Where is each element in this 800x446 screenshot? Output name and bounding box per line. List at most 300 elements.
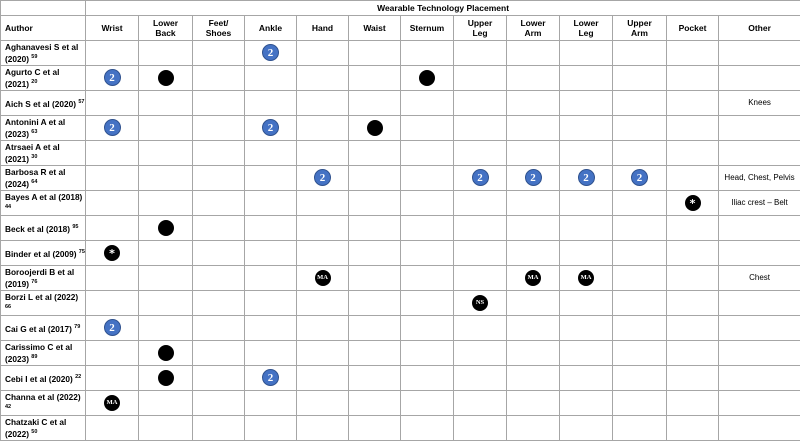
cell-ankle (245, 316, 297, 341)
cell-hand (297, 341, 349, 366)
reference-number: 64 (31, 179, 38, 186)
cell-ankle (245, 191, 297, 216)
cell-lower-back (139, 266, 193, 291)
author-name: Cebi I et al (2020) (5, 373, 76, 384)
cell-hand (297, 291, 349, 316)
ma-circle-icon: MA (525, 270, 541, 286)
cell-hand (297, 141, 349, 166)
cell-wrist (86, 416, 139, 441)
cell-other (719, 116, 800, 141)
cell-other (719, 416, 800, 441)
filled-circle-icon (158, 345, 174, 361)
filled-circle-icon (419, 70, 435, 86)
cell-waist (349, 66, 401, 91)
cell-upper-leg (454, 416, 507, 441)
cell-upper-leg (454, 391, 507, 416)
cell-upper-arm (613, 416, 667, 441)
cell-lower-arm (507, 91, 560, 116)
cell-other (719, 341, 800, 366)
cell-sternum (401, 291, 454, 316)
cell-upper-leg (454, 166, 507, 191)
cell-feet-shoes (193, 341, 245, 366)
author-cell (1, 391, 86, 416)
cell-waist (349, 166, 401, 191)
cell-lower-arm (507, 341, 560, 366)
blue-circle-2-icon: 2 (104, 119, 121, 136)
cell-feet-shoes (193, 291, 245, 316)
column-header-row (1, 16, 800, 41)
blue-circle-2-icon: 2 (262, 44, 279, 61)
table-row (1, 291, 800, 316)
author-name: Agurto C et al (2021) (5, 67, 60, 89)
table-row (1, 341, 800, 366)
cell-waist (349, 291, 401, 316)
cell-wrist (86, 116, 139, 141)
cell-upper-leg (454, 116, 507, 141)
author-cell (1, 291, 86, 316)
column-header-wrist: Wrist (86, 16, 139, 41)
author-cell (1, 141, 86, 166)
cell-upper-arm (613, 116, 667, 141)
cell-lower-leg (560, 366, 613, 391)
cell-pocket (667, 366, 719, 391)
cell-upper-arm (613, 166, 667, 191)
cell-feet-shoes (193, 41, 245, 66)
cell-upper-arm (613, 366, 667, 391)
cell-wrist (86, 316, 139, 341)
cell-lower-arm (507, 291, 560, 316)
cell-feet-shoes (193, 241, 245, 266)
column-header-ankle: Ankle (245, 16, 297, 41)
cell-sternum (401, 191, 454, 216)
table-row (1, 41, 800, 66)
cell-ankle (245, 166, 297, 191)
cell-ankle (245, 416, 297, 441)
cell-lower-arm (507, 416, 560, 441)
cell-hand (297, 216, 349, 241)
cell-pocket (667, 141, 719, 166)
column-header-feet-shoes: Feet/ Shoes (193, 16, 245, 41)
cell-upper-leg (454, 316, 507, 341)
cell-feet-shoes (193, 66, 245, 91)
reference-number: 95 (72, 224, 79, 231)
reference-number: 30 (31, 154, 38, 161)
cell-wrist (86, 341, 139, 366)
blue-circle-2-icon: 2 (104, 319, 121, 336)
table-row (1, 416, 800, 441)
ma-circle-icon: MA (578, 270, 594, 286)
reference-number: 57 (78, 99, 85, 106)
cell-wrist (86, 241, 139, 266)
cell-feet-shoes (193, 116, 245, 141)
cell-other: Head, Chest, Pelvis (719, 166, 800, 191)
blue-circle-2-icon: 2 (578, 169, 595, 186)
filled-circle-icon (158, 370, 174, 386)
cell-lower-back (139, 316, 193, 341)
author-cell (1, 416, 86, 441)
cell-pocket (667, 41, 719, 66)
ma-circle-icon: MA (315, 270, 331, 286)
cell-other (719, 391, 800, 416)
asterisk-circle-icon: * (104, 245, 120, 261)
filled-circle-icon (158, 70, 174, 86)
cell-pocket (667, 291, 719, 316)
cell-waist (349, 91, 401, 116)
cell-lower-back (139, 116, 193, 141)
cell-lower-back (139, 191, 193, 216)
cell-feet-shoes (193, 216, 245, 241)
cell-lower-arm (507, 391, 560, 416)
cell-waist (349, 416, 401, 441)
cell-feet-shoes (193, 191, 245, 216)
cell-feet-shoes (193, 391, 245, 416)
cell-ankle (245, 266, 297, 291)
cell-sternum (401, 41, 454, 66)
cell-wrist (86, 66, 139, 91)
column-header-lower-leg: Lower Leg (560, 16, 613, 41)
cell-feet-shoes (193, 141, 245, 166)
reference-number: 20 (31, 79, 38, 86)
cell-lower-arm (507, 316, 560, 341)
cell-upper-arm (613, 391, 667, 416)
cell-sternum (401, 366, 454, 391)
cell-upper-arm (613, 141, 667, 166)
cell-upper-leg (454, 216, 507, 241)
cell-lower-leg (560, 91, 613, 116)
cell-upper-leg (454, 366, 507, 391)
blue-circle-2-icon: 2 (262, 119, 279, 136)
cell-lower-arm (507, 41, 560, 66)
cell-other (719, 291, 800, 316)
reference-number: 89 (31, 354, 38, 361)
cell-sternum (401, 391, 454, 416)
cell-hand (297, 391, 349, 416)
cell-waist (349, 216, 401, 241)
cell-lower-back (139, 141, 193, 166)
cell-waist (349, 366, 401, 391)
cell-pocket (667, 241, 719, 266)
cell-sternum (401, 216, 454, 241)
reference-number: 66 (5, 304, 12, 311)
cell-lower-arm (507, 66, 560, 91)
column-header-other: Other (719, 16, 800, 41)
cell-pocket (667, 66, 719, 91)
blue-circle-2-icon: 2 (262, 369, 279, 386)
author-name: Aich S et al (2020) (5, 98, 79, 109)
cell-hand (297, 66, 349, 91)
cell-lower-arm (507, 116, 560, 141)
asterisk-circle-icon: * (685, 195, 701, 211)
column-header-author: Author (1, 16, 86, 41)
table-row (1, 166, 800, 191)
cell-pocket (667, 191, 719, 216)
author-name: Beck et al (2018) (5, 223, 73, 234)
cell-hand (297, 166, 349, 191)
cell-wrist (86, 91, 139, 116)
author-name: Barbosa R et al (2024) (5, 167, 66, 189)
cell-lower-leg (560, 316, 613, 341)
column-header-lower-back: Lower Back (139, 16, 193, 41)
cell-upper-arm (613, 266, 667, 291)
cell-lower-arm (507, 191, 560, 216)
ma-circle-icon: MA (104, 395, 120, 411)
cell-upper-arm (613, 41, 667, 66)
table-body (1, 41, 800, 441)
blue-circle-2-icon: 2 (525, 169, 542, 186)
ns-circle-icon: NS (472, 295, 488, 311)
cell-upper-leg (454, 266, 507, 291)
author-cell (1, 366, 86, 391)
cell-hand (297, 191, 349, 216)
author-name: Antonini A et al (2023) (5, 117, 66, 139)
cell-lower-leg (560, 416, 613, 441)
author-cell (1, 166, 86, 191)
cell-waist (349, 266, 401, 291)
cell-pocket (667, 391, 719, 416)
cell-lower-back (139, 416, 193, 441)
cell-lower-back (139, 241, 193, 266)
cell-lower-leg (560, 391, 613, 416)
cell-hand (297, 316, 349, 341)
cell-upper-arm (613, 316, 667, 341)
reference-number: 63 (31, 129, 38, 136)
cell-other (719, 66, 800, 91)
table-row (1, 116, 800, 141)
author-name: Aghanavesi S et al (2020) (5, 42, 79, 64)
cell-sternum (401, 341, 454, 366)
cell-pocket (667, 341, 719, 366)
cell-sternum (401, 266, 454, 291)
cell-upper-arm (613, 66, 667, 91)
cell-lower-back (139, 341, 193, 366)
reference-number: 44 (5, 204, 12, 211)
cell-lower-back (139, 291, 193, 316)
cell-sternum (401, 241, 454, 266)
cell-waist (349, 141, 401, 166)
cell-wrist (86, 191, 139, 216)
cell-feet-shoes (193, 266, 245, 291)
cell-lower-arm (507, 241, 560, 266)
table-row (1, 91, 800, 116)
cell-waist (349, 41, 401, 66)
filled-circle-icon (367, 120, 383, 136)
table-row (1, 266, 800, 291)
cell-upper-leg (454, 91, 507, 116)
cell-waist (349, 241, 401, 266)
cell-upper-arm (613, 91, 667, 116)
cell-lower-back (139, 166, 193, 191)
cell-upper-arm (613, 191, 667, 216)
cell-other: Iliac crest – Belt (719, 191, 800, 216)
cell-ankle (245, 341, 297, 366)
author-cell (1, 241, 86, 266)
cell-feet-shoes (193, 366, 245, 391)
table-row (1, 241, 800, 266)
reference-number: 75 (78, 249, 85, 256)
cell-lower-leg (560, 291, 613, 316)
cell-lower-back (139, 366, 193, 391)
cell-waist (349, 116, 401, 141)
cell-lower-arm (507, 216, 560, 241)
cell-lower-arm (507, 366, 560, 391)
column-header-upper-arm: Upper Arm (613, 16, 667, 41)
cell-other (719, 216, 800, 241)
author-name: Chatzaki C et al (2022) (5, 417, 67, 439)
cell-lower-leg (560, 66, 613, 91)
author-cell (1, 341, 86, 366)
cell-hand (297, 266, 349, 291)
cell-lower-arm (507, 141, 560, 166)
cell-ankle (245, 366, 297, 391)
cell-feet-shoes (193, 416, 245, 441)
cell-sternum (401, 141, 454, 166)
cell-pocket (667, 316, 719, 341)
author-name: Bayes A et al (2018) (5, 192, 83, 203)
author-cell (1, 266, 86, 291)
cell-other (719, 41, 800, 66)
cell-pocket (667, 216, 719, 241)
cell-upper-arm (613, 241, 667, 266)
reference-number: 42 (5, 404, 12, 411)
cell-lower-leg (560, 266, 613, 291)
cell-lower-back (139, 66, 193, 91)
cell-waist (349, 391, 401, 416)
cell-sternum (401, 91, 454, 116)
reference-number: 22 (75, 374, 82, 381)
cell-hand (297, 366, 349, 391)
cell-lower-leg (560, 166, 613, 191)
reference-number: 59 (31, 54, 38, 61)
cell-sternum (401, 416, 454, 441)
cell-upper-leg (454, 291, 507, 316)
cell-upper-leg (454, 341, 507, 366)
cell-upper-arm (613, 216, 667, 241)
column-header-upper-leg: Upper Leg (454, 16, 507, 41)
cell-hand (297, 116, 349, 141)
cell-wrist (86, 41, 139, 66)
cell-ankle (245, 291, 297, 316)
author-name: Binder et al (2009) (5, 248, 79, 259)
cell-lower-leg (560, 141, 613, 166)
cell-feet-shoes (193, 316, 245, 341)
table-row (1, 216, 800, 241)
cell-hand (297, 416, 349, 441)
cell-pocket (667, 266, 719, 291)
cell-other: Knees (719, 91, 800, 116)
cell-other (719, 241, 800, 266)
cell-upper-arm (613, 341, 667, 366)
cell-wrist (86, 266, 139, 291)
cell-lower-leg (560, 341, 613, 366)
table-row (1, 316, 800, 341)
table-row (1, 391, 800, 416)
cell-sternum (401, 116, 454, 141)
author-name: Boroojerdi B et al (2019) (5, 267, 75, 289)
cell-sternum (401, 316, 454, 341)
filled-circle-icon (158, 220, 174, 236)
cell-lower-arm (507, 266, 560, 291)
cell-pocket (667, 116, 719, 141)
cell-waist (349, 316, 401, 341)
author-cell (1, 91, 86, 116)
cell-upper-leg (454, 241, 507, 266)
cell-sternum (401, 166, 454, 191)
author-cell (1, 191, 86, 216)
cell-hand (297, 41, 349, 66)
group-header: Wearable Technology Placement (86, 1, 800, 16)
cell-ankle (245, 241, 297, 266)
column-header-hand: Hand (297, 16, 349, 41)
cell-wrist (86, 216, 139, 241)
blue-circle-2-icon: 2 (104, 69, 121, 86)
reference-number: 76 (31, 279, 38, 286)
author-cell (1, 41, 86, 66)
cell-waist (349, 191, 401, 216)
blue-circle-2-icon: 2 (314, 169, 331, 186)
cell-hand (297, 241, 349, 266)
column-header-sternum: Sternum (401, 16, 454, 41)
header-blank-cell (1, 1, 86, 16)
cell-ankle (245, 391, 297, 416)
cell-upper-leg (454, 66, 507, 91)
cell-upper-leg (454, 141, 507, 166)
author-name: Borzi L et al (2022) (5, 292, 79, 303)
author-name: Channa et al (2022) (5, 392, 81, 403)
author-name: Carissimo C et al (2023) (5, 342, 73, 364)
cell-other: Chest (719, 266, 800, 291)
cell-ankle (245, 141, 297, 166)
cell-feet-shoes (193, 91, 245, 116)
cell-pocket (667, 91, 719, 116)
cell-wrist (86, 141, 139, 166)
author-cell (1, 116, 86, 141)
table-row (1, 191, 800, 216)
author-cell (1, 66, 86, 91)
blue-circle-2-icon: 2 (631, 169, 648, 186)
cell-wrist (86, 166, 139, 191)
cell-lower-back (139, 41, 193, 66)
cell-lower-back (139, 391, 193, 416)
cell-lower-arm (507, 166, 560, 191)
reference-number: 50 (31, 429, 38, 436)
cell-lower-back (139, 91, 193, 116)
blue-circle-2-icon: 2 (472, 169, 489, 186)
cell-ankle (245, 66, 297, 91)
column-header-pocket: Pocket (667, 16, 719, 41)
author-name: Atrsaei A et al (2021) (5, 142, 60, 164)
cell-pocket (667, 416, 719, 441)
cell-wrist (86, 366, 139, 391)
table-row (1, 366, 800, 391)
cell-lower-back (139, 216, 193, 241)
column-header-waist: Waist (349, 16, 401, 41)
reference-number: 79 (74, 324, 81, 331)
cell-waist (349, 341, 401, 366)
cell-lower-leg (560, 41, 613, 66)
cell-feet-shoes (193, 166, 245, 191)
cell-sternum (401, 66, 454, 91)
cell-lower-leg (560, 241, 613, 266)
table-row (1, 66, 800, 91)
author-cell (1, 316, 86, 341)
cell-other (719, 141, 800, 166)
cell-ankle (245, 116, 297, 141)
author-cell (1, 216, 86, 241)
cell-upper-arm (613, 291, 667, 316)
cell-upper-leg (454, 191, 507, 216)
author-name: Cai G et al (2017) (5, 323, 75, 334)
table-row (1, 141, 800, 166)
